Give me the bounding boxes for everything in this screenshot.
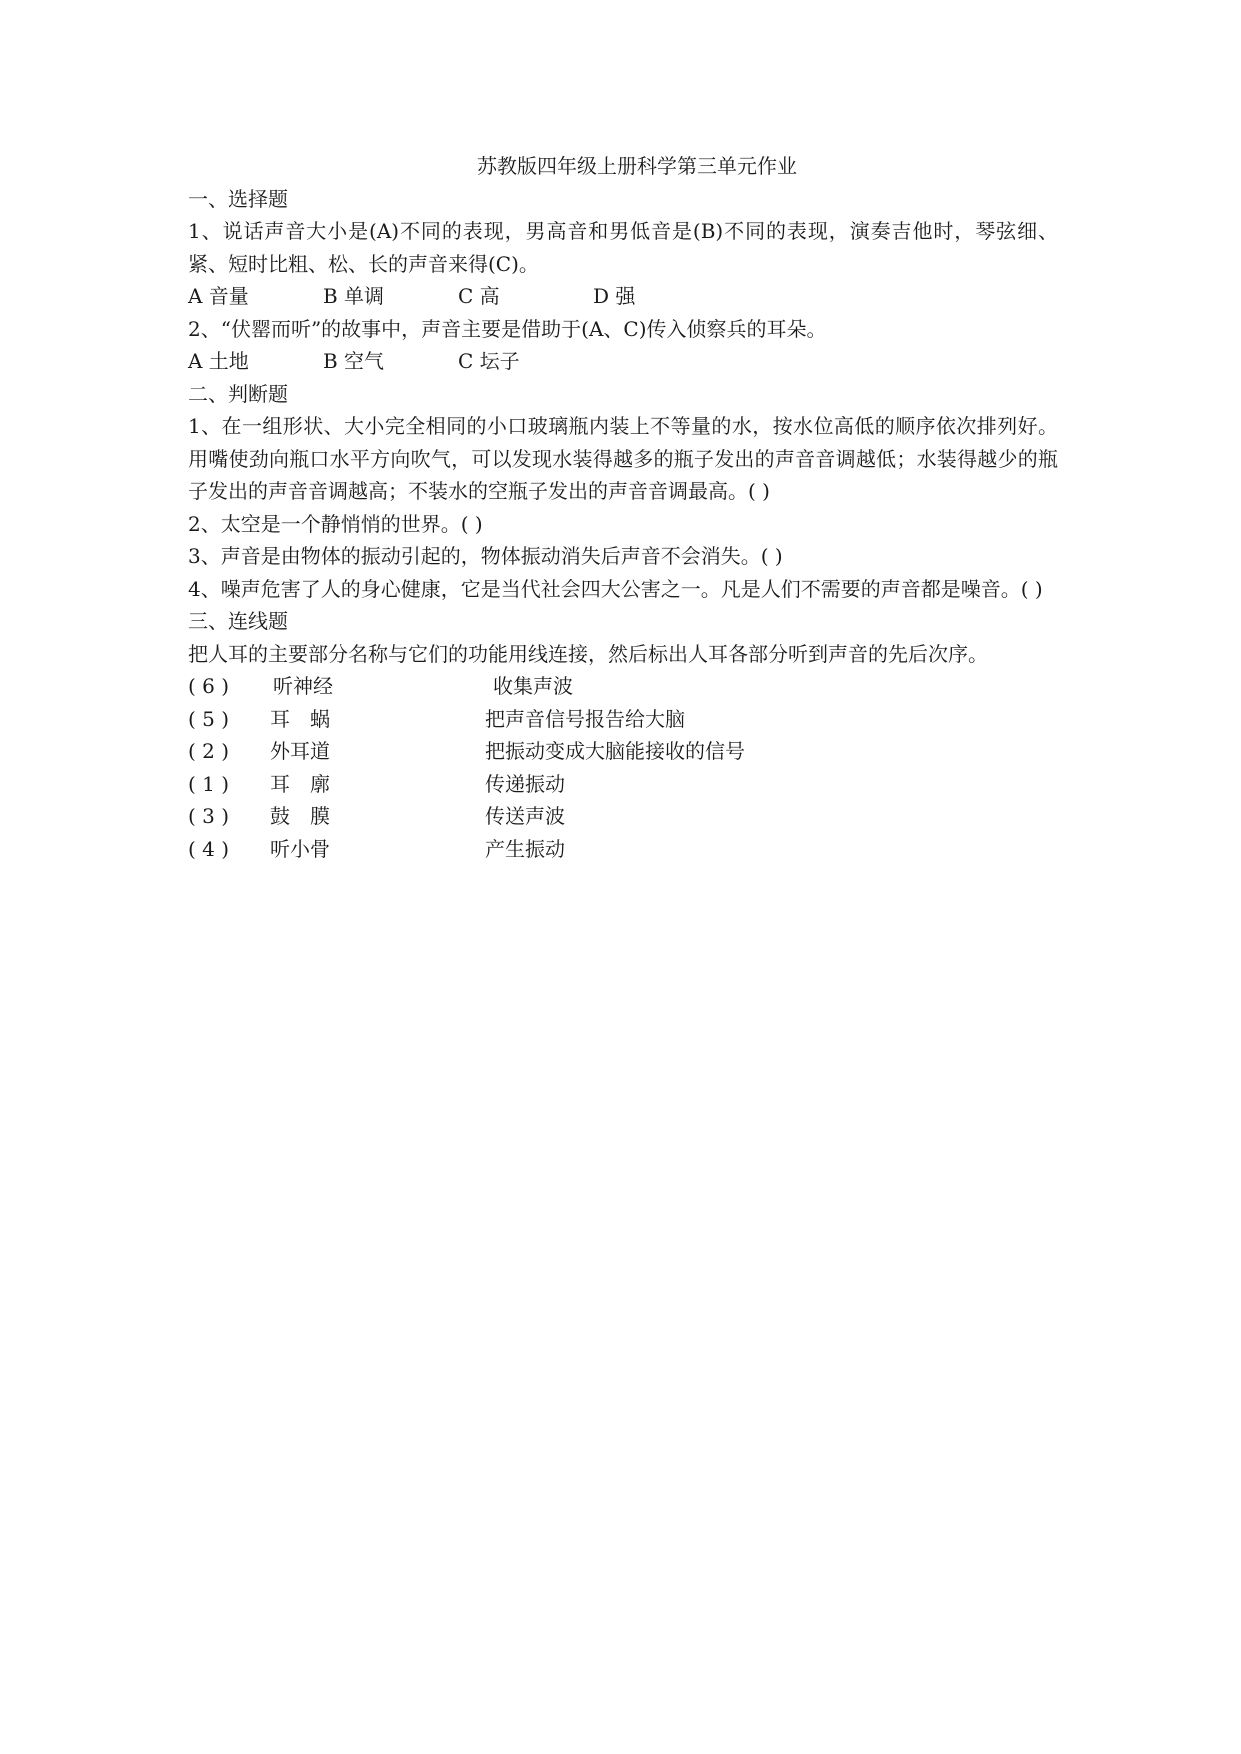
section-heading-choice: 一、选择题 xyxy=(188,186,288,211)
order-number: ( 3 ) xyxy=(188,804,230,828)
option-c: C 高 xyxy=(458,284,500,308)
judgment-item-1: 1、在一组形状、大小完全相同的小口玻璃瓶内装上不等量的水，按水位高低的顺序依次排列好。用嘴使劲向瓶口水平方向吹气，可以发现水装得越多的瓶子发出的声音音调越低；水装得越少的瓶子发出的声音音调越高；不装水的空瓶子发出的声音音调最高。( ) xyxy=(188,414,1058,503)
ear-function: 把振动变成大脑能接收的信号 xyxy=(485,739,745,763)
order-number: ( 5 ) xyxy=(188,706,230,731)
choice-question-2-options xyxy=(188,345,1058,378)
judgment-item-3: 3、声音是由物体的振动引起的，物体振动消失后声音不会消失。( ) xyxy=(188,544,783,568)
option-d: D 强 xyxy=(593,284,636,308)
choice-question-1-options xyxy=(188,280,1058,313)
section-heading-matching: 三、连线题 xyxy=(188,609,288,633)
section-heading-judgment: 二、判断题 xyxy=(188,381,288,406)
matching-row xyxy=(188,703,1058,736)
option-c: C 坛子 xyxy=(458,349,520,373)
choice-question-2: 2、“伏罂而听”的故事中，声音主要是借助于(A、C)传入侦察兵的耳朵。 xyxy=(188,316,827,341)
matching-row xyxy=(188,833,1058,866)
matching-instruction: 把人耳的主要部分名称与它们的功能用线连接，然后标出人耳各部分听到声音的先后次序。 xyxy=(188,641,988,666)
order-number: ( 6 ) xyxy=(188,674,230,698)
matching-row xyxy=(188,670,1058,703)
document-page xyxy=(188,150,1058,865)
matching-row xyxy=(188,800,1058,833)
document-title: 苏教版四年级上册科学第三单元作业 xyxy=(477,154,797,178)
matching-row xyxy=(188,735,1058,768)
ear-function: 把声音信号报告给大脑 xyxy=(485,706,685,731)
order-number: ( 4 ) xyxy=(188,836,230,861)
order-number: ( 1 ) xyxy=(188,771,230,796)
ear-function: 传送声波 xyxy=(485,804,565,828)
choice-question-1: 1、说话声音大小是(A)不同的表现，男高音和男低音是(B)不同的表现，演奏吉他时，琴弦细、紧、短时比粗、松、长的声音来得(C)。 xyxy=(188,219,1058,276)
option-b: B 单调 xyxy=(323,284,385,308)
judgment-item-2: 2、太空是一个静悄悄的世界。( ) xyxy=(188,511,483,536)
ear-function: 收集声波 xyxy=(493,674,573,698)
ear-part: 听神经 xyxy=(273,674,333,698)
option-a: A 土地 xyxy=(188,349,249,373)
option-b: B 空气 xyxy=(323,349,385,373)
ear-part: 耳 蜗 xyxy=(270,706,330,731)
option-a: A 音量 xyxy=(188,284,249,308)
ear-function: 产生振动 xyxy=(485,836,565,861)
ear-function: 传递振动 xyxy=(485,771,565,796)
ear-part: 耳 廓 xyxy=(270,771,330,796)
matching-row xyxy=(188,768,1058,801)
order-number: ( 2 ) xyxy=(188,739,230,763)
ear-part: 外耳道 xyxy=(270,739,330,763)
ear-part: 听小骨 xyxy=(270,836,330,861)
judgment-item-4: 4、噪声危害了人的身心健康，它是当代社会四大公害之一。凡是人们不需要的声音都是噪音。( ) xyxy=(188,576,1043,601)
ear-part: 鼓 膜 xyxy=(270,804,330,828)
